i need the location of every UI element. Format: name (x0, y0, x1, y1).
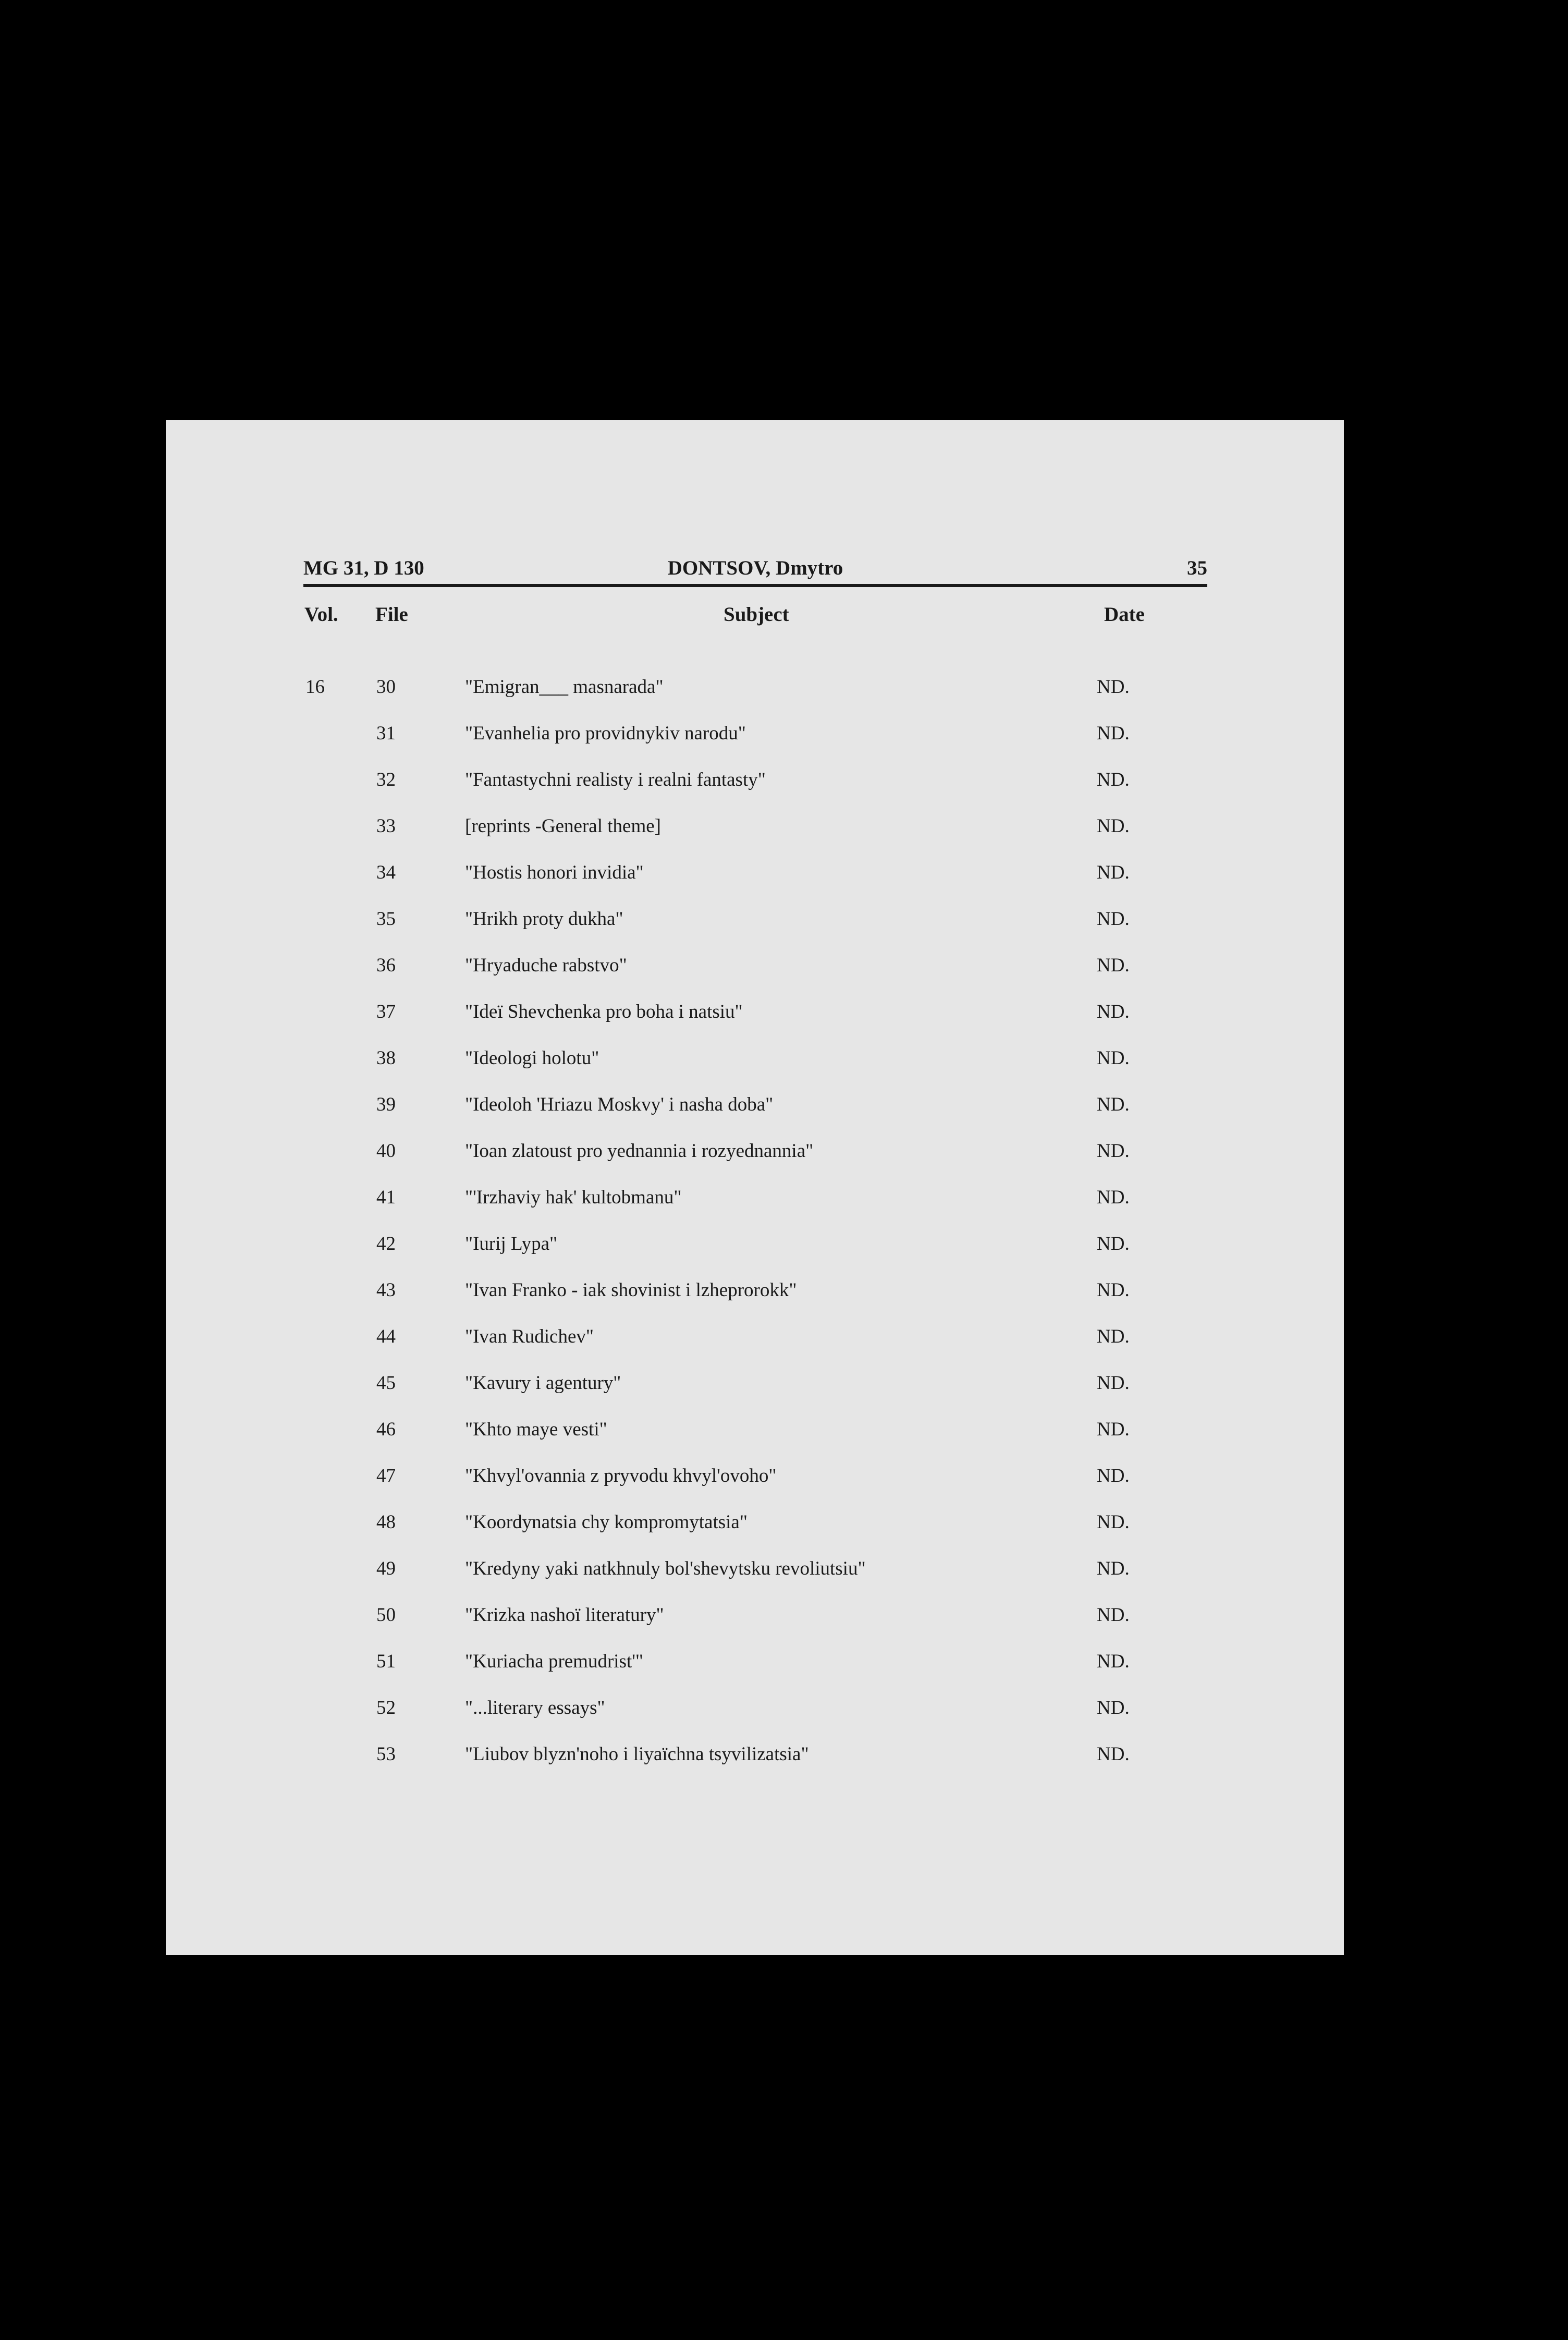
table-row (166, 1465, 1344, 1511)
table-row (166, 1511, 1344, 1557)
subject-cell: "Khto maye vesti" (465, 1419, 607, 1440)
table-row (166, 1697, 1344, 1743)
date-cell: ND. (1097, 723, 1130, 744)
file-number-cell: 40 (376, 1140, 396, 1162)
file-number-cell: 30 (376, 676, 396, 698)
vol-cell: 16 (305, 676, 325, 698)
file-number-cell: 53 (376, 1744, 396, 1765)
column-header-date: Date (1104, 603, 1145, 626)
file-number-cell: 31 (376, 723, 396, 744)
file-number-cell: 51 (376, 1651, 396, 1672)
table-row (166, 954, 1344, 1001)
table-row (166, 1001, 1344, 1047)
table-row (166, 1604, 1344, 1650)
file-number-cell: 45 (376, 1372, 396, 1394)
subject-cell: "Koordynatsia chy kompromytatsia" (465, 1512, 748, 1533)
file-number-cell: 41 (376, 1187, 396, 1208)
subject-cell: "Hrikh proty dukha" (465, 908, 623, 930)
table-row (166, 815, 1344, 861)
file-number-cell: 38 (376, 1047, 396, 1069)
table-row (166, 1140, 1344, 1186)
file-number-cell: 37 (376, 1001, 396, 1022)
subject-cell: "Ideї Shevchenka pro boha i natsiu" (465, 1001, 743, 1022)
date-cell: ND. (1097, 1326, 1130, 1347)
file-number-cell: 47 (376, 1465, 396, 1486)
file-number-cell: 43 (376, 1279, 396, 1301)
date-cell: ND. (1097, 1512, 1130, 1533)
date-cell: ND. (1097, 769, 1130, 790)
page-header (303, 553, 1207, 587)
table-row (166, 861, 1344, 908)
table-row (166, 908, 1344, 954)
table-row (166, 1650, 1344, 1697)
document-page (166, 420, 1344, 1955)
subject-cell: "Kredyny yaki natkhnuly bol'shevytsku revoliutsiu" (465, 1558, 866, 1579)
date-cell: ND. (1097, 1604, 1130, 1626)
table-row (166, 1418, 1344, 1465)
date-cell: ND. (1097, 1233, 1130, 1254)
subject-cell: "Ideoloh 'Hriazu Moskvy' i nasha doba" (465, 1094, 774, 1115)
file-number-cell: 49 (376, 1558, 396, 1579)
file-number-cell: 36 (376, 955, 396, 976)
subject-cell: "'Irzhaviy hak' kultobmanu" (465, 1187, 682, 1208)
table-row (166, 1743, 1344, 1789)
date-cell: ND. (1097, 1419, 1130, 1440)
subject-cell: "Ideologi holotu" (465, 1047, 599, 1069)
date-cell: ND. (1097, 1558, 1130, 1579)
date-cell: ND. (1097, 1140, 1130, 1162)
column-header-file: File (375, 603, 408, 626)
collection-reference: MG 31, D 130 (303, 557, 424, 579)
date-cell: ND. (1097, 1187, 1130, 1208)
file-number-cell: 35 (376, 908, 396, 930)
subject-cell: "Emigran___ masnarada" (465, 676, 664, 698)
date-cell: ND. (1097, 815, 1130, 837)
table-row (166, 676, 1344, 722)
table-row (166, 769, 1344, 815)
subject-cell: "Ivan Rudichev" (465, 1326, 594, 1347)
date-cell: ND. (1097, 862, 1130, 883)
date-cell: ND. (1097, 1047, 1130, 1069)
file-number-cell: 39 (376, 1094, 396, 1115)
table-row (166, 1233, 1344, 1279)
file-number-cell: 33 (376, 815, 396, 837)
subject-cell: "Khvyl'ovannia z pryvodu khvyl'ovoho" (465, 1465, 777, 1486)
table-row (166, 1372, 1344, 1418)
file-number-cell: 52 (376, 1697, 396, 1719)
date-cell: ND. (1097, 908, 1130, 930)
subject-cell: "Kavury i agentury" (465, 1372, 621, 1394)
table-row (166, 1093, 1344, 1140)
file-number-cell: 46 (376, 1419, 396, 1440)
column-header-vol: Vol. (304, 603, 338, 626)
date-cell: ND. (1097, 1651, 1130, 1672)
file-number-cell: 32 (376, 769, 396, 790)
subject-cell: "Evanhelia pro providnykiv narodu" (465, 723, 746, 744)
subject-cell: "Liubov blyzn'noho i liyaїchna tsyvilizatsia" (465, 1744, 809, 1765)
table-row (166, 1279, 1344, 1325)
subject-cell: "Hryaduche rabstvo" (465, 955, 627, 976)
date-cell: ND. (1097, 1465, 1130, 1486)
subject-cell: "Ivan Franko - iak shovinist i lzheprorokk" (465, 1279, 797, 1301)
fonds-title: DONTSOV, Dmytro (667, 557, 843, 579)
file-number-cell: 42 (376, 1233, 396, 1254)
subject-cell: "Krizka nashoї literatury" (465, 1604, 664, 1626)
file-list (166, 676, 1344, 1789)
table-row (166, 1047, 1344, 1093)
subject-cell: "Kuriacha premudrist'" (465, 1651, 644, 1672)
subject-cell: "...literary essays" (465, 1697, 605, 1719)
table-row (166, 1186, 1344, 1233)
date-cell: ND. (1097, 1697, 1130, 1719)
table-row (166, 722, 1344, 769)
date-cell: ND. (1097, 955, 1130, 976)
table-row (166, 1325, 1344, 1372)
file-number-cell: 48 (376, 1512, 396, 1533)
table-row (166, 1557, 1344, 1604)
subject-cell: "Ioan zlatoust pro yednannia i rozyednannia" (465, 1140, 814, 1162)
date-cell: ND. (1097, 676, 1130, 698)
date-cell: ND. (1097, 1744, 1130, 1765)
date-cell: ND. (1097, 1094, 1130, 1115)
file-number-cell: 34 (376, 862, 396, 883)
file-number-cell: 44 (376, 1326, 396, 1347)
date-cell: ND. (1097, 1279, 1130, 1301)
subject-cell: [reprints -General theme] (465, 815, 661, 837)
subject-cell: "Fantastychni realisty i realni fantasty" (465, 769, 766, 790)
file-number-cell: 50 (376, 1604, 396, 1626)
date-cell: ND. (1097, 1372, 1130, 1394)
page-number: 35 (1187, 557, 1207, 579)
subject-cell: "Hostis honori invidia" (465, 862, 644, 883)
subject-cell: "Iurij Lypa" (465, 1233, 558, 1254)
column-header-subject: Subject (724, 603, 789, 626)
date-cell: ND. (1097, 1001, 1130, 1022)
